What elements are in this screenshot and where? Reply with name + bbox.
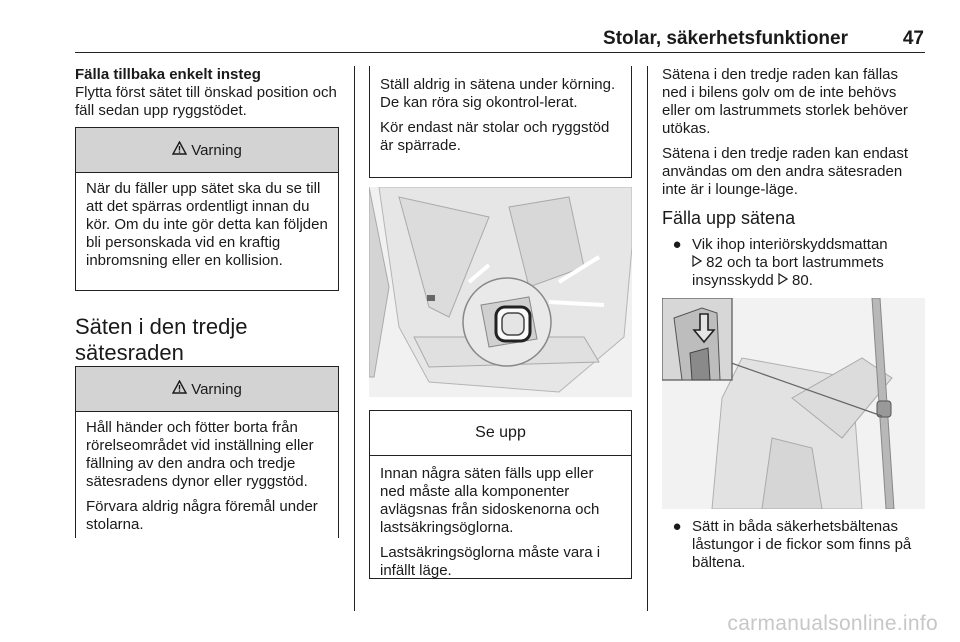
- warning-box: [75, 127, 339, 291]
- heading-line: sätesraden: [75, 340, 184, 365]
- watermark-url: carmanualsonline.info: [727, 612, 938, 635]
- section-intro: [75, 66, 340, 120]
- warning-text: När du fäller upp sätet ska du se till att det spärras ordentligt innan du kör. Om du inte gör detta kan följden bli personskada vid en kraftig inbromsning eller en kollision.: [86, 180, 328, 269]
- caution-text: Innan några säten fälls upp eller ned måste alla komponenter avlägsnas från sidoskenorna och lastsäkringsöglorna.: [380, 465, 600, 536]
- warning-text: Ställ aldrig in sätena under körning. De kan röra sig okontrol-lerat.: [380, 76, 616, 111]
- seatbelt-illustration: [662, 298, 925, 509]
- bullet-dot: ●: [672, 518, 682, 535]
- bullet-text: insynsskydd: [692, 272, 774, 289]
- warning-triangle-icon: [172, 141, 187, 159]
- bullet-dot: ●: [672, 236, 682, 253]
- header-title: Stolar, säkerhetsfunktioner: [603, 28, 848, 49]
- warning-label: Varning: [191, 380, 242, 398]
- header-rule: [75, 52, 925, 53]
- warning-label: Varning: [191, 141, 242, 159]
- caution-label: Se upp: [475, 424, 526, 441]
- bullet-text: Vik ihop interiörskyddsmattan: [692, 236, 888, 253]
- bullet-item: [662, 518, 927, 572]
- heading-line: Säten i den tredje: [75, 314, 248, 339]
- bullet-text: Sätt in båda säkerhetsbältenas låstungor i de fickor som finns på bältena.: [692, 518, 912, 571]
- bullet-item: [662, 236, 927, 290]
- warning-text: Förvara aldrig några föremål under stolarna.: [86, 498, 318, 533]
- warning-box: [75, 366, 339, 538]
- bullet-text: 82 och ta bort lastrummets: [706, 254, 884, 271]
- page-number: 47: [902, 28, 924, 49]
- page-reference-arrow-icon[interactable]: [778, 272, 792, 289]
- warning-triangle-icon: [172, 380, 187, 398]
- caution-text: Lastsäkringsöglorna måste vara i infällt läge.: [380, 544, 601, 579]
- column3-text: [662, 66, 927, 199]
- warning-text: Håll händer och fötter borta från rörelseområdet vid inställning eller fällning av den andra och tredje sätesradens dynor eller ryggstöd.: [86, 419, 314, 490]
- column-divider: [354, 66, 355, 611]
- cargo-area-illustration: [369, 187, 632, 397]
- section-text: Flytta först sätet till önskad position och fäll sedan upp ryggstödet.: [75, 84, 337, 119]
- column-divider: [647, 66, 648, 611]
- seatbelt-pocket-illustration: [662, 298, 925, 509]
- section-heading-third-row: [75, 314, 345, 366]
- warning-box-continued: [369, 66, 632, 178]
- caution-header: [370, 411, 631, 456]
- cargo-floor-illustration: [369, 187, 632, 397]
- paragraph: Sätena i den tredje raden kan fällas ned i bilens golv om de inte behövs eller om lastrummets storlek behöver utökas.: [662, 66, 908, 137]
- paragraph: Sätena i den tredje raden kan endast användas om den andra sätesraden inte är i lounge-läge.: [662, 145, 909, 198]
- bullet-text: 80.: [792, 272, 813, 289]
- caution-box: [369, 410, 632, 579]
- page-reference-arrow-icon[interactable]: [692, 254, 706, 271]
- section-heading: Fälla tillbaka enkelt insteg: [75, 66, 261, 83]
- fold-up-heading: Fälla upp sätena: [662, 208, 796, 228]
- warning-header: [76, 128, 338, 173]
- warning-header: [76, 367, 338, 412]
- warning-text: Kör endast när stolar och ryggstöd är spärrade.: [380, 119, 610, 154]
